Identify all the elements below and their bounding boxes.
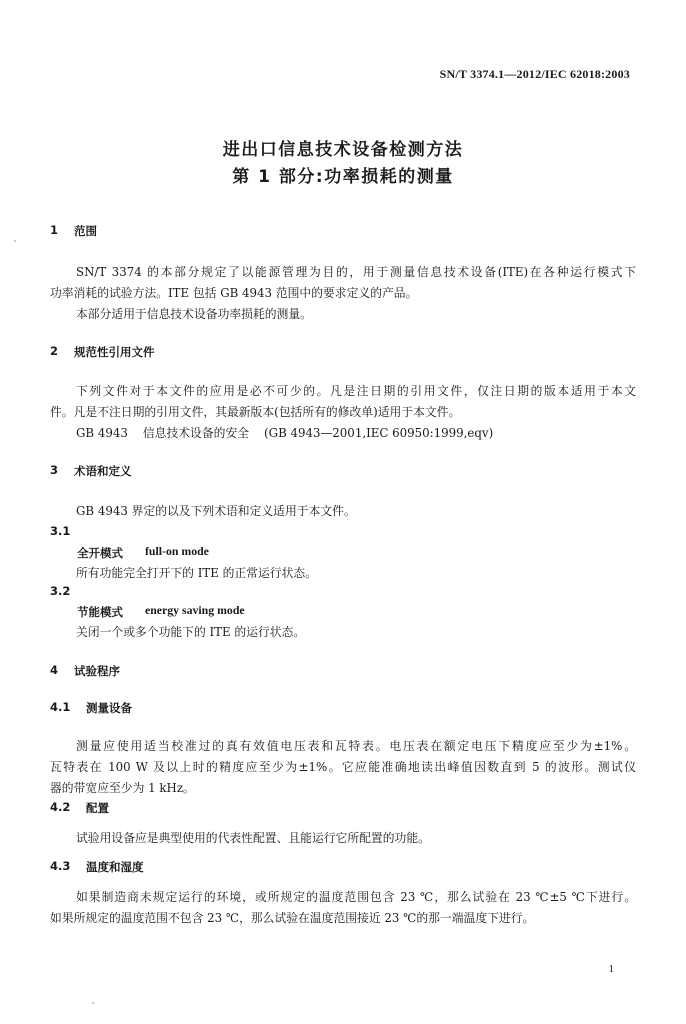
section-4-1-line-2: 瓦特表在 100 W 及以上时的精度应至少为±1%。它应能准确地读出峰值因数直到 5 的波形。测试仪	[50, 760, 636, 774]
section-1-title: 范围	[74, 224, 97, 238]
term-3-2-chinese: 节能模式	[77, 605, 123, 619]
section-4-3-number: 4.3	[50, 859, 71, 873]
section-4-3-line-1: 如果制造商未规定运行的环境，或所规定的温度范围包含 23 ℃，那么试验在 23 ℃±5 ℃下进行。	[76, 890, 636, 904]
section-4-2-paragraph: 试验用设备应是典型使用的代表性配置、且能运行它所配置的功能。	[76, 831, 430, 845]
section-1-paragraph-2: 本部分适用于信息技术设备功率损耗的测量。	[76, 307, 312, 321]
scan-speck	[92, 1002, 94, 1004]
term-3-1-definition: 所有功能完全打开下的 ITE 的正常运行状态。	[76, 566, 317, 580]
section-4-1-line-3: 器的带宽应至少为 1 kHz。	[50, 781, 195, 795]
page-number: 1	[608, 963, 614, 975]
section-4-3-line-2: 如果所规定的温度范围不包含 23 ℃，那么试验在温度范围接近 23 ℃的那一端温度下进行。	[50, 911, 535, 925]
section-4-1-title: 测量设备	[86, 701, 132, 715]
term-3-2-definition: 关闭一个或多个功能下的 ITE 的运行状态。	[76, 625, 306, 639]
section-3-number: 3	[50, 463, 59, 477]
scan-speck	[14, 240, 16, 242]
term-3-2-number: 3.2	[50, 584, 71, 598]
term-3-1-chinese: 全开模式	[77, 546, 123, 560]
section-2-paragraph-line-1: 下列文件对于本文件的应用是必不可少的。凡是注日期的引用文件，仅注日期的版本适用于本文	[76, 384, 636, 398]
document-title: 进出口信息技术设备检测方法	[222, 140, 464, 160]
term-3-1-english: full-on mode	[145, 544, 209, 558]
section-2-number: 2	[50, 344, 59, 358]
normative-reference: GB 4943 信息技术设备的安全 (GB 4943—2001,IEC 60950:1999,eqv)	[76, 426, 494, 440]
term-3-1-number: 3.1	[50, 524, 71, 538]
term-3-2-english: energy saving mode	[145, 603, 245, 617]
section-3-title: 术语和定义	[74, 464, 132, 478]
section-2-title: 规范性引用文件	[74, 345, 155, 359]
section-1-paragraph-line-1: SN/T 3374 的本部分规定了以能源管理为目的，用于测量信息技术设备(ITE)在各种运行模式下	[76, 265, 636, 279]
section-1-paragraph-line-2: 功率消耗的试验方法。ITE 包括 GB 4943 范围中的要求定义的产品。	[50, 286, 418, 300]
section-4-1-line-1: 测量应使用适当校准过的真有效值电压表和瓦特表。电压表在额定电压下精度应至少为±1%。	[76, 739, 636, 753]
section-4-title: 试验程序	[74, 664, 120, 678]
section-1-number: 1	[50, 223, 59, 237]
section-4-2-number: 4.2	[50, 800, 71, 814]
section-4-number: 4	[50, 663, 59, 677]
section-4-3-title: 温度和湿度	[86, 860, 144, 874]
standard-number: SN/T 3374.1—2012/IEC 62018:2003	[439, 67, 630, 81]
document-subtitle: 第 1 部分:功率损耗的测量	[232, 167, 454, 187]
section-4-2-title: 配置	[86, 801, 109, 815]
section-4-1-number: 4.1	[50, 700, 71, 714]
section-3-paragraph: GB 4943 界定的以及下列术语和定义适用于本文件。	[76, 504, 356, 518]
section-2-paragraph-line-2: 件。凡是不注日期的引用文件，其最新版本(包括所有的修改单)适用于本文件。	[50, 405, 461, 419]
